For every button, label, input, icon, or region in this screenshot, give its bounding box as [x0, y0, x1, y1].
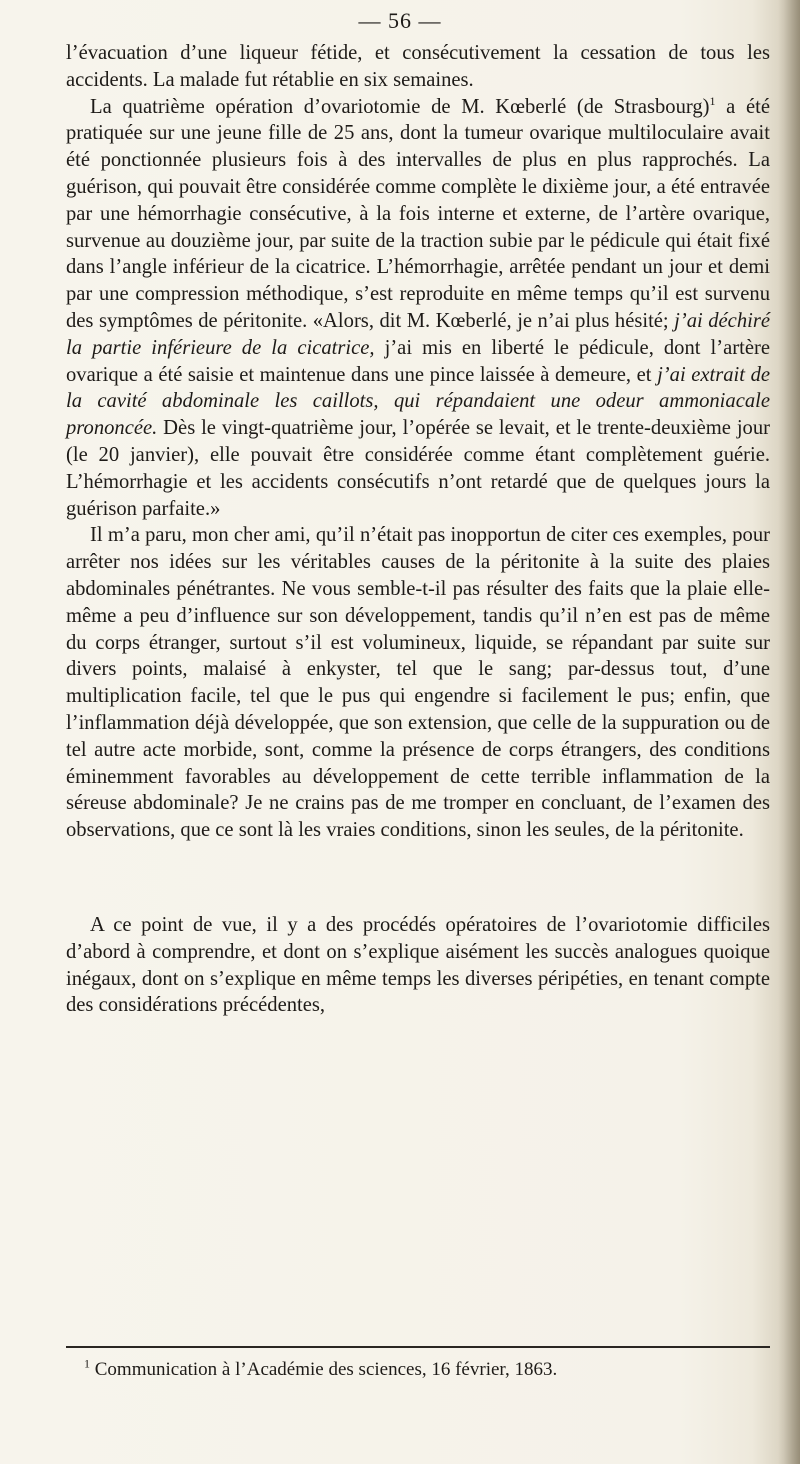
footnote-rule [66, 1346, 770, 1348]
paragraph-3: Il m’a paru, mon cher ami, qu’il n’était pas inopportun de citer ces exemples, pour arrêter nos idées sur les véritables causes de la péritonite à la suite des plaies abdominales pénétrantes. Ne vous semble-t-il pas résulter des faits que la plaie elle-même a peu d’influence sur son développement, tandis qu’il n’en est pas de même du corps étranger, surtout s’il est volumineux, liquide, se répandant par suite sur divers points, malaisé à enkyster, tel que le sang; par-dessus tout, d’une multiplication facile, tel que le pus qui engendre si facilement le pus; enfin, que l’inflammation déjà développée, que son extension, que celle de la suppuration ou de tel autre acte morbide, sont, comme la présence de corps étrangers, des conditions éminemment favorables au développement de cette terrible inflammation de la séreuse abdominale? Je ne crains pas de me tromper en concluant, de l’examen des observations, que ce sont là les vraies conditions, sinon les seules, de la péritonite. [66, 524, 770, 842]
footnote [84, 1358, 774, 1382]
body-text [66, 40, 770, 1019]
footnote-marker: 1 [84, 1356, 90, 1371]
paragraph-gap [66, 844, 770, 912]
footnote-reference: 1 [709, 93, 716, 108]
footnote-text: Communication à l’Académie des sciences, 16 février, 1863. [90, 1359, 558, 1380]
paragraph-4: A ce point de vue, il y a des procédés opératoires de l’ovariotomie difficiles d’abord à comprendre, et dont on s’explique aisément les succès analogues quoique inégaux, dont on s’explique en même temps les diverses péripéties, en tenant compte des considérations précédentes, [66, 913, 770, 1017]
paragraph-2 [66, 94, 770, 523]
page-number: — 56 — [358, 8, 442, 33]
paragraph-2-start: La quatrième opération d’ovariotomie de M. Kœberlé (de Strasbourg) [90, 95, 710, 118]
paragraph-2-end: Dès le vingt-quatrième jour, l’opérée se levait, et le trente-deuxième jour (le 20 janvier), elle pouvait être considérée comme étant complètement guérie. L’hémorrhagie et les accidents consécutifs n’ont retardé que de quelques jours la guérison parfaite.» [66, 417, 770, 520]
paragraph-1: l’évacuation d’une liqueur fétide, et consécutivement la cessation de tous les accidents. La malade fut rétablie en six semaines. [66, 42, 770, 91]
paragraph-2-middle: j’ai mis en liberté le pédicule, dont l’artère ovarique a été saisie et maintenue dans une pince laissée à demeure, et [66, 336, 770, 386]
paragraph-2-italic-quote-1: j’ai déchiré la partie inférieure de la cicatrice, [66, 309, 771, 359]
paragraph-2-body: a été pratiquée sur une jeune fille de 25 ans, dont la tumeur ovarique multiloculaire avait été ponctionnée plusieurs fois à des intervalles de plus en plus rapprochés. La guérison, qui pouvait être considérée comme complète le dixième jour, a été entravée par une hémorrhagie consécutive, à la fois interne et externe, de l’artère ovarique, survenue au douzième jour, par suite de la traction subie par le pédicule qui était fixé dans l’angle inférieur de la cicatrice. L’hémorrhagie, arrêtée pendant un jour et demi par une compression méthodique, s’est reproduite en même temps qu’il est survenu des symptômes de péritonite. «Alors, dit M. Kœberlé, je n’ai plus hésité; [66, 95, 770, 332]
paragraph-2-italic-quote-2: j’ai extrait de la cavité abdominale les caillots, qui répandaient une odeur ammoniacale prononcée. [66, 363, 771, 440]
page-edge-shadow [778, 0, 800, 1464]
